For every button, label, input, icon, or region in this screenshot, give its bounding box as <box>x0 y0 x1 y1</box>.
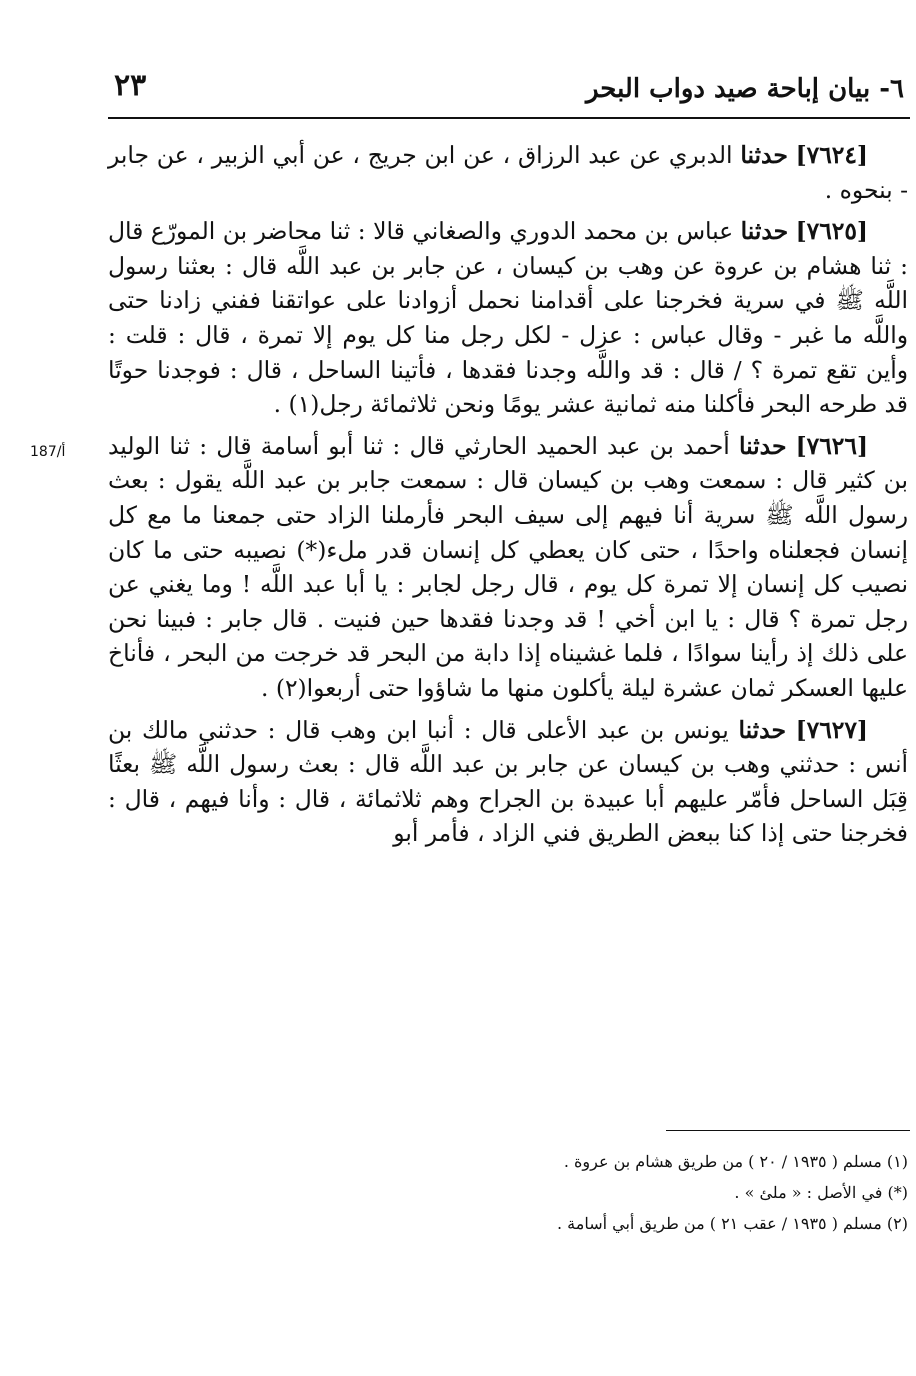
hadith-text-body <box>108 138 908 858</box>
hadith-paragraph-7627 <box>108 713 908 851</box>
hadith-paragraph-7626 <box>108 429 908 706</box>
hadith-text: يونس بن عبد الأعلى قال : أنبا ابن وهب قال : حدثني مالك بن أنس : حدثني وهب بن كيسان عن جابر بن عبد اللَّه قال : بعث رسول اللَّه ﷺ بعثًا قِبَل الساحل فأمّر عليهم أبا عبيدة بن الجراح وهم ثلاثمائة ، قال : وأنا فيهم ، قال : فخرجنا حتى إذا كنا ببعض الطريق فني الزاد ، فأمر أبو <box>108 715 908 848</box>
hadith-number: [٧٦٢٦] <box>795 431 869 460</box>
footnote-2: (٢) مسلم ( ١٩٣٥ / عقب ٢١ ) من طريق أبي أسامة . <box>557 1214 908 1233</box>
header-divider <box>108 117 910 119</box>
page-number: ٢٣ <box>114 68 147 103</box>
footnote-divider <box>666 1130 910 1131</box>
hadith-lead-word: حدثنا <box>740 141 788 169</box>
chapter-title: ٦- بيان إباحة صيد دواب البحر <box>585 74 904 104</box>
hadith-number: [٧٦٢٧] <box>795 715 868 744</box>
page-header <box>108 62 910 112</box>
manuscript-folio-note: 187/أ <box>30 444 66 460</box>
hadith-paragraph-7624 <box>108 138 908 207</box>
hadith-lead-word: حدثنا <box>738 715 786 744</box>
hadith-text: عباس بن محمد الدوري والصغاني قالا : ثنا محاضر بن المورّع قال : ثنا هشام بن عروة عن وهب بن كيسان ، عن جابر بن عبد اللَّه قال : بعثنا رسول اللَّه ﷺ في سرية فخرجنا على أقدامنا نحمل أزوادنا على عواتقنا ففني زادنا حتى واللَّه ما غبر - وقال عباس : عزل - لكل رجل منا كل يوم إلا تمرة ، قال : قلت : وأين تقع تمرة ؟ / قال : قد واللَّه وجدنا فقدها ، فأتينا الساحل ، قال : فوجدنا حوتًا قد طرحه البحر فأكلنا منه ثمانية عشر يومًا ونحن ثلاثمائة رجل(١) . <box>108 217 908 419</box>
footnote-asterisk: (*) في الأصل : « ملئ » . <box>734 1183 908 1202</box>
hadith-lead-word: حدثنا <box>738 431 787 460</box>
footnotes <box>108 1146 908 1239</box>
hadith-text: أحمد بن عبد الحميد الحارثي قال : ثنا أبو أسامة قال : ثنا الوليد بن كثير قال : سمعت وهب بن كيسان قال : سمعت جابر بن عبد اللَّه يقول : بعث رسول اللَّه ﷺ سرية أنا فيهم إلى سيف البحر فأرملنا الزاد حتى جمعنا ما مع كل إنسان فجعلناه واحدًا ، حتى كان يعطي كل إنسان قدر ملء(*) نصيبه حتى ما كان نصيب كل إنسان إلا تمرة كل يوم ، قال رجل لجابر : يا أبا عبد اللَّه ! وما يغني عن رجل تمرة ؟ قال : يا ابن أخي ! قد وجدنا فقدها حين فنيت . قال جابر : فبينا نحن على ذلك إذ رأينا سوادًا ، فلما غشيناه إذا دابة من البحر قد خرجت من البحر ، فأناخ عليها العسكر ثمان عشرة ليلة يأكلون منها ما شاؤوا حتى أربعوا(٢) . <box>108 431 908 702</box>
footnote-1: (١) مسلم ( ١٩٣٥ / ٢٠ ) من طريق هشام بن عروة . <box>563 1152 908 1171</box>
hadith-number: [٧٦٢٥] <box>795 217 868 246</box>
hadith-number: [٧٦٢٤] <box>795 141 868 169</box>
hadith-paragraph-7625 <box>108 214 908 422</box>
hadith-lead-word: حدثنا <box>740 217 789 246</box>
hadith-text: الدبري عن عبد الرزاق ، عن ابن جريج ، عن أبي الزبير ، عن جابر - بنحوه . <box>108 141 908 204</box>
